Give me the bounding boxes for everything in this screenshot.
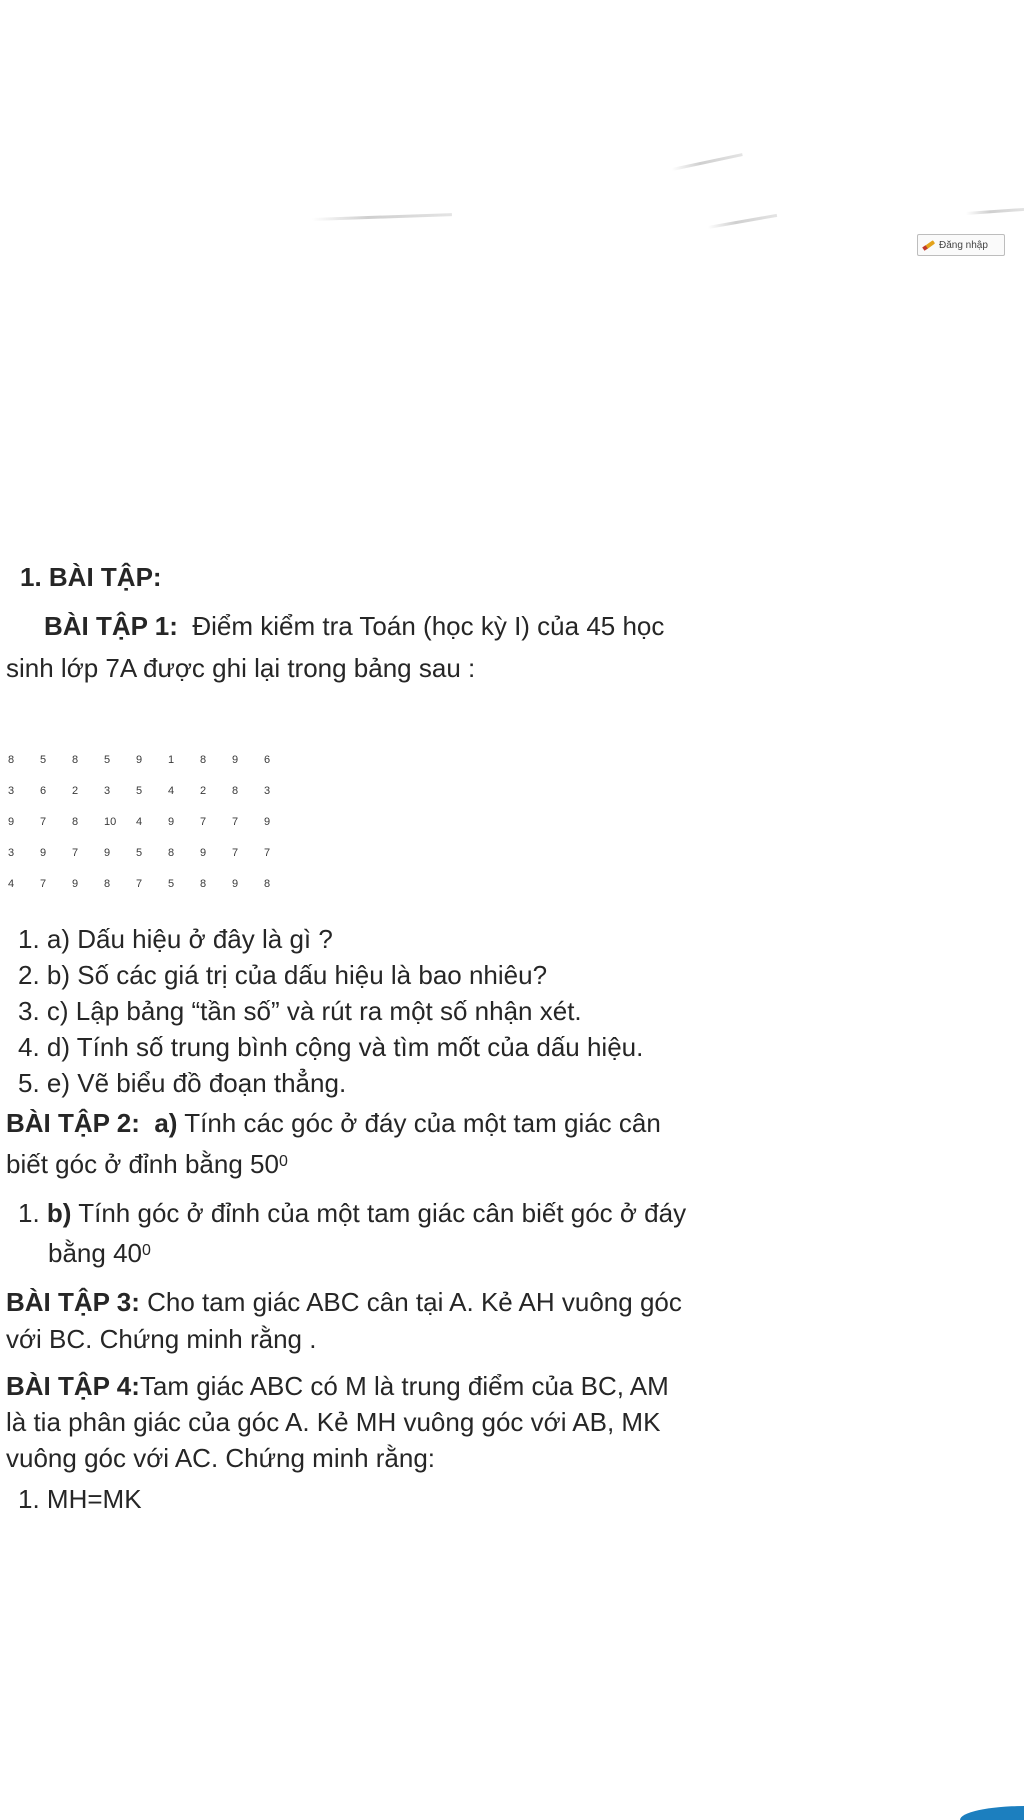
degree-superscript: 0: [141, 1242, 151, 1259]
table-cell: 7: [264, 846, 271, 859]
table-cell: 5: [136, 846, 143, 859]
table-row: [2, 744, 290, 775]
table-cell: 8: [200, 877, 207, 890]
table-cell: 8: [264, 877, 271, 890]
question-item: [18, 1030, 643, 1064]
login-button[interactable]: [917, 234, 1005, 256]
exercise4-item: 1. MH=MK: [18, 1484, 142, 1514]
table-cell: 8: [232, 784, 239, 797]
table-cell: 8: [168, 846, 175, 859]
table-cell: 1: [168, 753, 175, 766]
exercise3-label: BÀI TẬP 3:: [6, 1287, 140, 1317]
table-cell: 9: [232, 877, 239, 890]
table-cell: 7: [200, 815, 207, 828]
question-number: 1.: [18, 924, 40, 954]
exercise2-line1: BÀI TẬP 2: a) Tính các góc ở đáy của một tam giác cân: [6, 1108, 661, 1138]
table-cell: 9: [104, 846, 111, 859]
table-cell: 7: [72, 846, 79, 859]
exercise4-line3: vuông góc với AC. Chứng minh rằng:: [6, 1443, 436, 1473]
pencil-icon: [922, 240, 936, 250]
exercise3-line2: với BC. Chứng minh rằng .: [6, 1324, 317, 1354]
table-cell: 2: [72, 784, 79, 797]
table-cell: 8: [72, 815, 79, 828]
exercise2-line2: biết góc ở đỉnh bằng $50^0$: [6, 1149, 288, 1179]
exercise3-line1: BÀI TẬP 3: Cho tam giác ABC cân tại A. Kẻ AH vuông góc: [6, 1287, 682, 1317]
header-streak: [966, 208, 1024, 215]
table-cell: 5: [104, 753, 111, 766]
table-cell: 3: [8, 846, 15, 859]
exercise4-label: BÀI TẬP 4:: [6, 1371, 140, 1401]
exercise1-intro-line2: sinh lớp 7A được ghi lại trong bảng sau :: [6, 653, 476, 683]
table-cell: 8: [200, 753, 207, 766]
degree-superscript: 0: [278, 1153, 288, 1170]
table-cell: 9: [232, 753, 239, 766]
table-cell: 7: [40, 815, 47, 828]
table-cell: 5: [40, 753, 47, 766]
table-cell: 3: [104, 784, 111, 797]
table-cell: 9: [200, 846, 207, 859]
exercise1-label: BÀI TẬP 1:: [44, 611, 178, 641]
table-cell: 8: [104, 877, 111, 890]
table-cell: 9: [8, 815, 15, 828]
table-cell: 8: [8, 753, 15, 766]
table-cell: 5: [136, 784, 143, 797]
question-text: d) Tính số trung bình cộng và tìm mốt của dấu hiệu.: [46, 1032, 644, 1062]
table-cell: 6: [264, 753, 271, 766]
table-cell: 5: [168, 877, 175, 890]
table-cell: 9: [72, 877, 79, 890]
table-cell: 4: [168, 784, 175, 797]
question-text: a) Dấu hiệu ở đây là gì ?: [46, 924, 333, 954]
question-text: c) Lập bảng “tần số” và rút ra một số nhận xét.: [46, 996, 582, 1026]
table-cell: 3: [8, 784, 15, 797]
question-item: [18, 1066, 346, 1100]
table-cell: 4: [136, 815, 143, 828]
exercise1-intro-line1: BÀI TẬP 1: Điểm kiểm tra Toán (học kỳ I) của 45 học: [44, 611, 665, 641]
question-number: 2.: [18, 960, 40, 990]
corner-accent: [960, 1806, 1024, 1820]
table-cell: 7: [40, 877, 47, 890]
question-item: [18, 958, 547, 992]
table-row: [2, 775, 290, 806]
exercise4-line2: là tia phân giác của góc A. Kẻ MH vuông góc với AB, MK: [6, 1407, 661, 1437]
exercise2-label: BÀI TẬP 2:: [6, 1108, 140, 1138]
header-streak: [312, 213, 452, 221]
table-cell: 7: [232, 846, 239, 859]
question-number: 5.: [18, 1068, 40, 1098]
exercise2-part-b-line2: bằng $40^0$: [48, 1238, 151, 1268]
question-text: e) Vẽ biểu đồ đoạn thẳng.: [46, 1068, 347, 1098]
section-title: 1. BÀI TẬP:: [20, 562, 162, 592]
table-cell: 7: [136, 877, 143, 890]
table-cell: 10: [104, 815, 117, 828]
exercise2-part-b: 1. b) Tính góc ở đỉnh của một tam giác cân biết góc ở đáy: [18, 1198, 687, 1228]
question-number: 3.: [18, 996, 40, 1026]
question-text: b) Số các giá trị của dấu hiệu là bao nhiêu?: [46, 960, 548, 990]
table-cell: 2: [200, 784, 207, 797]
table-cell: 6: [40, 784, 47, 797]
question-item: [18, 994, 582, 1028]
table-row: [2, 806, 290, 837]
login-label: Đăng nhập: [939, 239, 988, 251]
table-row: [2, 837, 290, 868]
table-row: [2, 868, 290, 899]
header-streak: [672, 153, 743, 171]
score-table: [2, 744, 290, 899]
header-streak: [708, 214, 777, 229]
question-number: 4.: [18, 1032, 40, 1062]
table-cell: 9: [40, 846, 47, 859]
table-cell: 9: [136, 753, 143, 766]
table-cell: 7: [232, 815, 239, 828]
table-cell: 9: [168, 815, 175, 828]
exercise4-line1: BÀI TẬP 4:Tam giác ABC có M là trung điểm của BC, AM: [6, 1371, 669, 1401]
table-cell: 8: [72, 753, 79, 766]
table-cell: 4: [8, 877, 15, 890]
table-cell: 3: [264, 784, 271, 797]
question-item: [18, 922, 333, 956]
table-cell: 9: [264, 815, 271, 828]
